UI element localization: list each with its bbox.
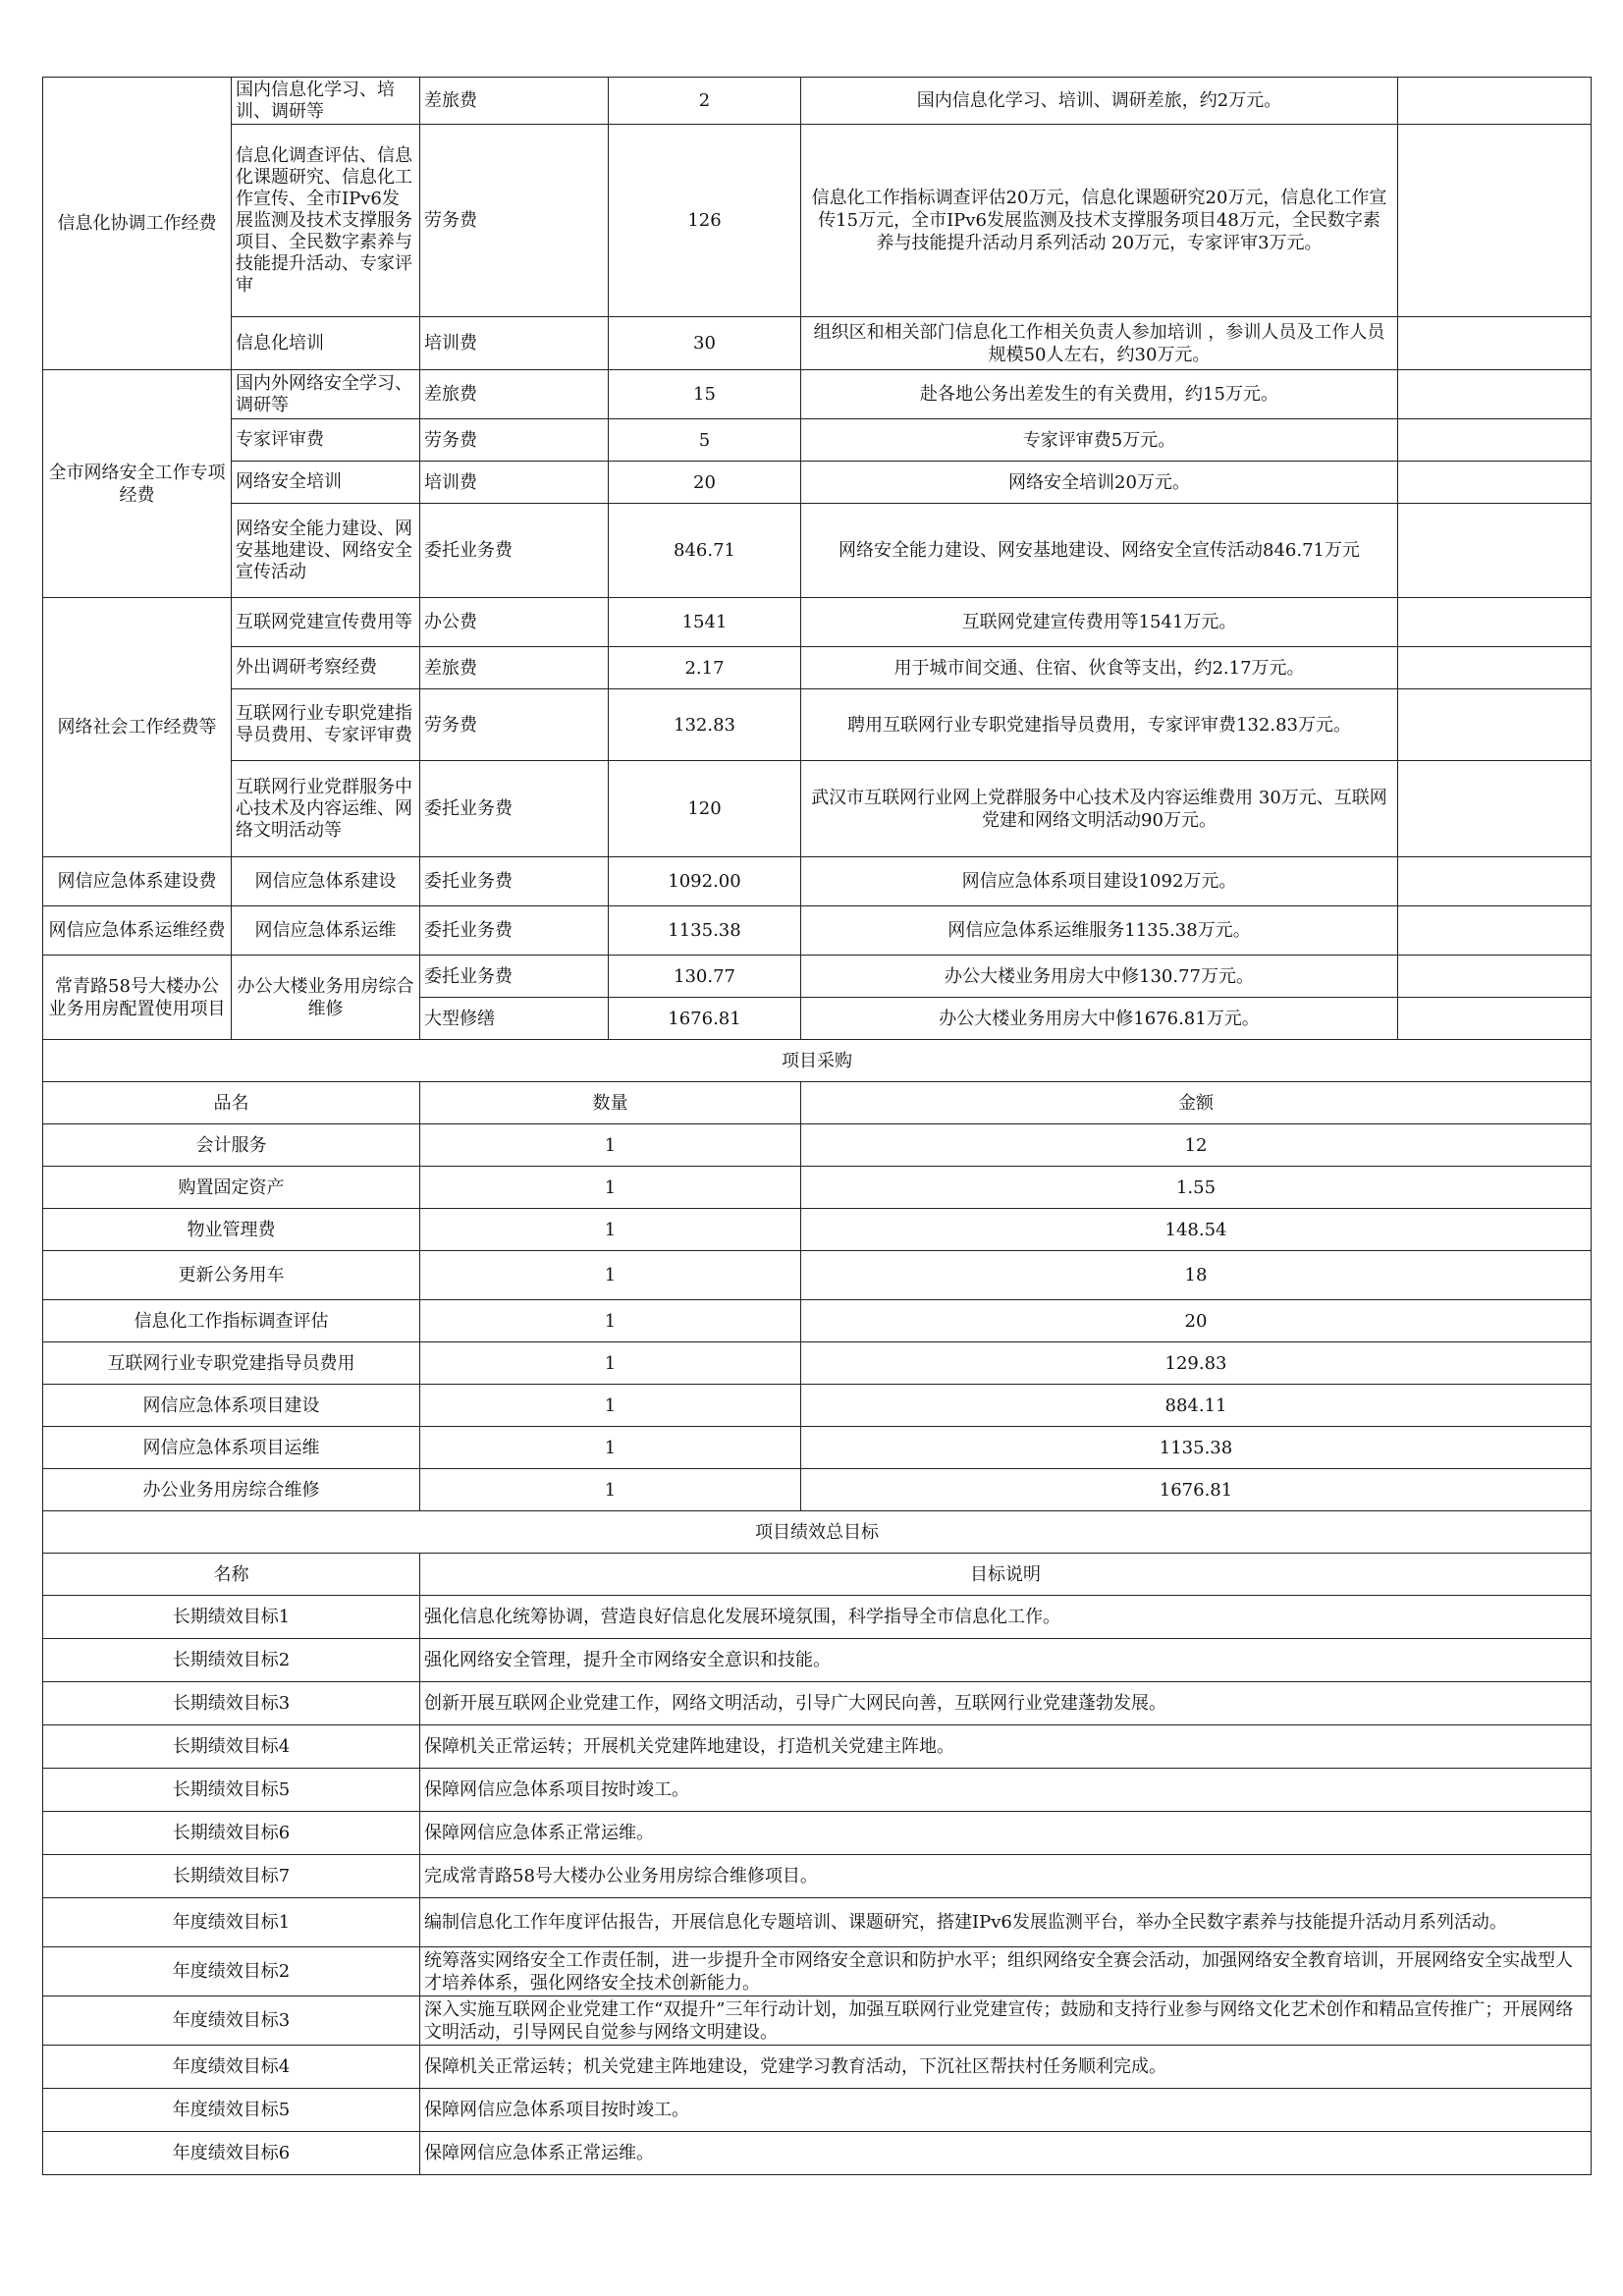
procurement-amount: 1135.38 (801, 1427, 1592, 1469)
remarks-cell (1398, 647, 1592, 689)
budget-group-name: 网信应急体系建设费 (43, 857, 232, 906)
budget-amount: 1541 (609, 598, 801, 647)
budget-description: 办公大楼业务用房大中修1676.81万元。 (801, 998, 1398, 1040)
target-name: 长期绩效目标1 (43, 1596, 420, 1639)
budget-amount: 846.71 (609, 504, 801, 598)
target-name: 长期绩效目标2 (43, 1639, 420, 1682)
target-name: 长期绩效目标5 (43, 1769, 420, 1812)
budget-amount: 120 (609, 761, 801, 857)
procurement-quantity: 1 (420, 1385, 801, 1427)
target-description: 保障机关正常运转；机关党建主阵地建设，党建学习教育活动，下沉社区帮扶村任务顺利完成。 (420, 2046, 1592, 2089)
budget-item: 网信应急体系建设 (232, 857, 420, 906)
procurement-row (43, 1209, 1592, 1251)
target-name: 长期绩效目标6 (43, 1812, 420, 1855)
target-row (43, 1639, 1592, 1682)
budget-row (43, 78, 1592, 125)
procurement-row (43, 1251, 1592, 1300)
budget-row (43, 317, 1592, 370)
budget-item: 互联网行业党群服务中心技术及内容运维、网络文明活动等 (232, 761, 420, 857)
economic-category: 差旅费 (420, 370, 609, 419)
target-description: 统筹落实网络安全工作责任制，进一步提升全市网络安全意识和防护水平；组织网络安全赛会活动，加强网络安全教育培训，开展网络安全实战型人才培养体系，强化网络安全技术创新能力。 (420, 1947, 1592, 1996)
remarks-cell (1398, 317, 1592, 370)
target-name: 长期绩效目标3 (43, 1682, 420, 1725)
budget-description: 网信应急体系项目建设1092万元。 (801, 857, 1398, 906)
economic-category: 办公费 (420, 598, 609, 647)
remarks-cell (1398, 419, 1592, 462)
budget-row (43, 504, 1592, 598)
target-row (43, 1682, 1592, 1725)
procurement-row (43, 1300, 1592, 1342)
budget-item: 外出调研考察经费 (232, 647, 420, 689)
budget-amount: 5 (609, 419, 801, 462)
procurement-amount: 1676.81 (801, 1469, 1592, 1511)
budget-description: 用于城市间交通、住宿、伙食等支出，约2.17万元。 (801, 647, 1398, 689)
budget-amount: 2.17 (609, 647, 801, 689)
budget-description: 专家评审费5万元。 (801, 419, 1398, 462)
economic-category: 劳务费 (420, 125, 609, 317)
budget-row (43, 956, 1592, 998)
procurement-header-name: 品名 (43, 1082, 420, 1124)
economic-category: 培训费 (420, 462, 609, 504)
economic-category: 劳务费 (420, 419, 609, 462)
procurement-amount: 884.11 (801, 1385, 1592, 1427)
remarks-cell (1398, 857, 1592, 906)
remarks-cell (1398, 761, 1592, 857)
budget-description: 网络安全能力建设、网安基地建设、网络安全宣传活动846.71万元 (801, 504, 1398, 598)
target-row (43, 1812, 1592, 1855)
targets-header-name: 名称 (43, 1554, 420, 1596)
procurement-row (43, 1427, 1592, 1469)
budget-amount: 130.77 (609, 956, 801, 998)
budget-row (43, 419, 1592, 462)
target-row (43, 1898, 1592, 1947)
economic-category: 委托业务费 (420, 761, 609, 857)
target-name: 年度绩效目标1 (43, 1898, 420, 1947)
procurement-item-name: 会计服务 (43, 1124, 420, 1167)
remarks-cell (1398, 598, 1592, 647)
target-description: 完成常青路58号大楼办公业务用房综合维修项目。 (420, 1855, 1592, 1898)
budget-amount: 1092.00 (609, 857, 801, 906)
budget-row (43, 857, 1592, 906)
budget-row (43, 906, 1592, 956)
procurement-row (43, 1124, 1592, 1167)
budget-table (42, 77, 1592, 2175)
economic-category: 劳务费 (420, 689, 609, 761)
budget-row (43, 647, 1592, 689)
procurement-header-row (43, 1082, 1592, 1124)
remarks-cell (1398, 462, 1592, 504)
procurement-quantity: 1 (420, 1300, 801, 1342)
target-row (43, 1855, 1592, 1898)
procurement-header-qty: 数量 (420, 1082, 801, 1124)
document-sheet (42, 77, 1591, 2175)
budget-group-name: 常青路58号大楼办公业务用房配置使用项目 (43, 956, 232, 1040)
budget-row (43, 125, 1592, 317)
budget-item: 国内信息化学习、培训、调研等 (232, 78, 420, 125)
target-name: 长期绩效目标7 (43, 1855, 420, 1898)
remarks-cell (1398, 78, 1592, 125)
targets-header-row (43, 1554, 1592, 1596)
procurement-row (43, 1342, 1592, 1385)
remarks-cell (1398, 906, 1592, 956)
target-row (43, 1596, 1592, 1639)
budget-item: 信息化调查评估、信息化课题研究、信息化工作宣传、全市IPv6发展监测及技术支撑服务项目、全民数字素养与技能提升活动、专家评审 (232, 125, 420, 317)
target-description: 深入实施互联网企业党建工作“双提升”三年行动计划，加强互联网行业党建宣传；鼓励和支持行业参与网络文化艺术创作和精品宣传推广；开展网络文明活动，引导网民自觉参与网络文明建设。 (420, 1996, 1592, 2046)
procurement-item-name: 购置固定资产 (43, 1167, 420, 1209)
economic-category: 委托业务费 (420, 857, 609, 906)
budget-description: 网络安全培训20万元。 (801, 462, 1398, 504)
target-row (43, 2089, 1592, 2132)
remarks-cell (1398, 504, 1592, 598)
budget-description: 国内信息化学习、培训、调研差旅，约2万元。 (801, 78, 1398, 125)
procurement-quantity: 1 (420, 1427, 801, 1469)
target-description: 保障网信应急体系正常运维。 (420, 1812, 1592, 1855)
budget-description: 网信应急体系运维服务1135.38万元。 (801, 906, 1398, 956)
target-name: 年度绩效目标2 (43, 1947, 420, 1996)
budget-amount: 126 (609, 125, 801, 317)
budget-description: 互联网党建宣传费用等1541万元。 (801, 598, 1398, 647)
procurement-amount: 148.54 (801, 1209, 1592, 1251)
budget-item: 专家评审费 (232, 419, 420, 462)
target-name: 年度绩效目标3 (43, 1996, 420, 2046)
procurement-item-name: 网信应急体系项目运维 (43, 1427, 420, 1469)
procurement-quantity: 1 (420, 1342, 801, 1385)
procurement-amount: 18 (801, 1251, 1592, 1300)
procurement-item-name: 物业管理费 (43, 1209, 420, 1251)
budget-amount: 2 (609, 78, 801, 125)
procurement-title: 项目采购 (43, 1040, 1592, 1082)
budget-group-name: 全市网络安全工作专项经费 (43, 370, 232, 598)
budget-description: 赴各地公务出差发生的有关费用，约15万元。 (801, 370, 1398, 419)
target-row (43, 1769, 1592, 1812)
budget-item: 信息化培训 (232, 317, 420, 370)
procurement-row (43, 1167, 1592, 1209)
targets-title-row (43, 1511, 1592, 1554)
target-name: 长期绩效目标4 (43, 1725, 420, 1769)
target-description: 强化网络安全管理，提升全市网络安全意识和技能。 (420, 1639, 1592, 1682)
budget-row (43, 598, 1592, 647)
budget-description: 办公大楼业务用房大中修130.77万元。 (801, 956, 1398, 998)
budget-row (43, 689, 1592, 761)
budget-group-name: 信息化协调工作经费 (43, 78, 232, 370)
remarks-cell (1398, 998, 1592, 1040)
target-row (43, 1996, 1592, 2046)
procurement-row (43, 1469, 1592, 1511)
procurement-amount: 12 (801, 1124, 1592, 1167)
budget-item: 互联网党建宣传费用等 (232, 598, 420, 647)
target-description: 保障网信应急体系正常运维。 (420, 2132, 1592, 2175)
budget-row (43, 462, 1592, 504)
budget-item: 网信应急体系运维 (232, 906, 420, 956)
target-row (43, 1947, 1592, 1996)
budget-amount: 20 (609, 462, 801, 504)
budget-amount: 1135.38 (609, 906, 801, 956)
targets-title: 项目绩效总目标 (43, 1511, 1592, 1554)
budget-description: 武汉市互联网行业网上党群服务中心技术及内容运维费用 30万元、互联网党建和网络文明活动90万元。 (801, 761, 1398, 857)
target-name: 年度绩效目标5 (43, 2089, 420, 2132)
target-row (43, 2046, 1592, 2089)
budget-amount: 15 (609, 370, 801, 419)
procurement-amount: 20 (801, 1300, 1592, 1342)
procurement-quantity: 1 (420, 1469, 801, 1511)
economic-category: 委托业务费 (420, 956, 609, 998)
procurement-item-name: 互联网行业专职党建指导员费用 (43, 1342, 420, 1385)
budget-amount: 30 (609, 317, 801, 370)
procurement-item-name: 办公业务用房综合维修 (43, 1469, 420, 1511)
procurement-item-name: 信息化工作指标调查评估 (43, 1300, 420, 1342)
target-name: 年度绩效目标6 (43, 2132, 420, 2175)
budget-item: 网络安全能力建设、网安基地建设、网络安全宣传活动 (232, 504, 420, 598)
remarks-cell (1398, 370, 1592, 419)
procurement-item-name: 更新公务用车 (43, 1251, 420, 1300)
budget-description: 组织区和相关部门信息化工作相关负责人参加培训 ，参训人员及工作人员规模50人左右，约30万元。 (801, 317, 1398, 370)
economic-category: 大型修缮 (420, 998, 609, 1040)
budget-item: 办公大楼业务用房综合维修 (232, 956, 420, 1040)
procurement-item-name: 网信应急体系项目建设 (43, 1385, 420, 1427)
budget-description: 聘用互联网行业专职党建指导员费用，专家评审费132.83万元。 (801, 689, 1398, 761)
economic-category: 委托业务费 (420, 504, 609, 598)
procurement-amount: 129.83 (801, 1342, 1592, 1385)
economic-category: 差旅费 (420, 647, 609, 689)
budget-row (43, 370, 1592, 419)
target-row (43, 2132, 1592, 2175)
remarks-cell (1398, 689, 1592, 761)
procurement-quantity: 1 (420, 1251, 801, 1300)
budget-item: 互联网行业专职党建指导员费用、专家评审费 (232, 689, 420, 761)
remarks-cell (1398, 956, 1592, 998)
target-description: 创新开展互联网企业党建工作，网络文明活动，引导广大网民向善，互联网行业党建蓬勃发展。 (420, 1682, 1592, 1725)
budget-group-name: 网信应急体系运维经费 (43, 906, 232, 956)
budget-item: 网络安全培训 (232, 462, 420, 504)
target-description: 编制信息化工作年度评估报告，开展信息化专题培训、课题研究，搭建IPv6发展监测平台，举办全民数字素养与技能提升活动月系列活动。 (420, 1898, 1592, 1947)
procurement-title-row (43, 1040, 1592, 1082)
procurement-amount: 1.55 (801, 1167, 1592, 1209)
remarks-cell (1398, 125, 1592, 317)
budget-group-name: 网络社会工作经费等 (43, 598, 232, 857)
budget-item: 国内外网络安全学习、调研等 (232, 370, 420, 419)
economic-category: 差旅费 (420, 78, 609, 125)
budget-amount: 1676.81 (609, 998, 801, 1040)
procurement-header-amount: 金额 (801, 1082, 1592, 1124)
budget-row (43, 761, 1592, 857)
target-name: 年度绩效目标4 (43, 2046, 420, 2089)
budget-amount: 132.83 (609, 689, 801, 761)
procurement-quantity: 1 (420, 1124, 801, 1167)
target-description: 强化信息化统筹协调，营造良好信息化发展环境氛围，科学指导全市信息化工作。 (420, 1596, 1592, 1639)
economic-category: 培训费 (420, 317, 609, 370)
budget-description: 信息化工作指标调查评估20万元，信息化课题研究20万元，信息化工作宣传15万元，全市IPv6发展监测及技术支撑服务项目48万元，全民数字素养与技能提升活动月系列活动 20万元，专家评审3万元。 (801, 125, 1398, 317)
procurement-quantity: 1 (420, 1167, 801, 1209)
target-description: 保障网信应急体系项目按时竣工。 (420, 1769, 1592, 1812)
economic-category: 委托业务费 (420, 906, 609, 956)
target-description: 保障机关正常运转；开展机关党建阵地建设，打造机关党建主阵地。 (420, 1725, 1592, 1769)
procurement-row (43, 1385, 1592, 1427)
target-row (43, 1725, 1592, 1769)
target-description: 保障网信应急体系项目按时竣工。 (420, 2089, 1592, 2132)
targets-header-desc: 目标说明 (420, 1554, 1592, 1596)
procurement-quantity: 1 (420, 1209, 801, 1251)
